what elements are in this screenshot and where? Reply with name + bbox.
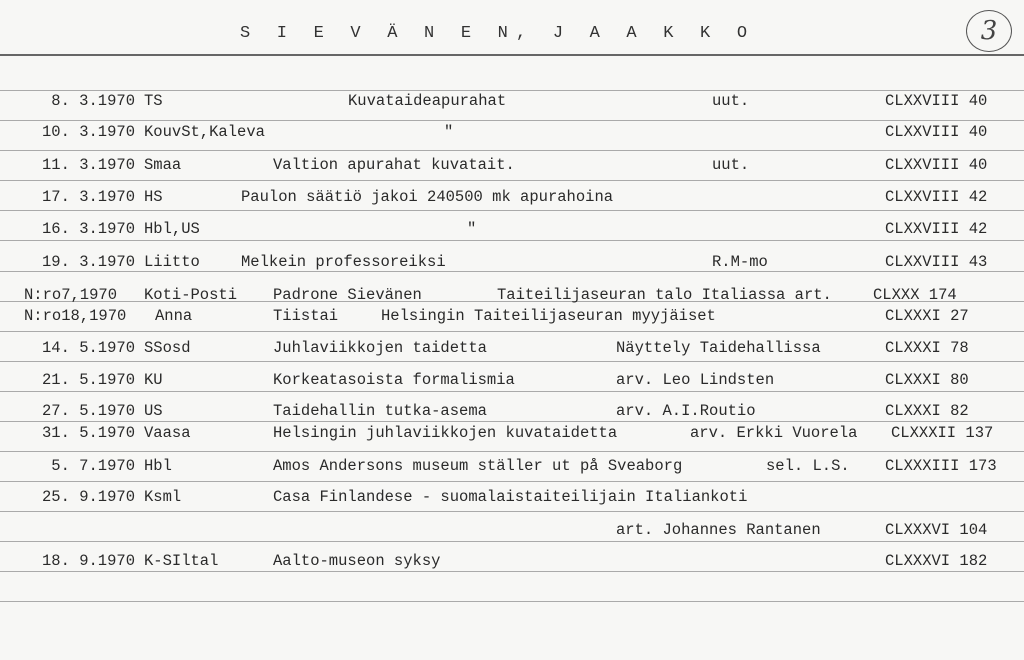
entry-note: arv. Erkki Vuorela: [690, 424, 858, 442]
ruled-line: [0, 150, 1024, 151]
entry-title: Padrone Sievänen: [273, 286, 422, 304]
entry-note: art. Johannes Rantanen: [616, 521, 821, 539]
ruled-line: [0, 210, 1024, 211]
ruled-line: [0, 391, 1024, 392]
ruled-line: [0, 541, 1024, 542]
ruled-line: [0, 361, 1024, 362]
entry-ref: CLXXXI 78: [885, 339, 969, 357]
entry-date: 31. 5.1970: [41, 424, 135, 442]
ruled-line: [0, 481, 1024, 482]
entry-source: Koti-Posti: [144, 286, 238, 304]
entry-title: Taidehallin tutka-asema: [273, 402, 487, 420]
entry-date: 18. 9.1970: [41, 552, 135, 570]
entry-title: Casa Finlandese - suomalaistaiteilijain Italiankoti: [273, 488, 748, 506]
entry-title: ": [444, 123, 454, 141]
ruled-line: [0, 331, 1024, 332]
entry-note: arv. Leo Lindsten: [616, 371, 775, 389]
card-title: S I E V Ä N E N, J A A K K O: [240, 24, 756, 43]
entry-ref: CLXXVIII 43: [885, 253, 988, 271]
entry-title: Amos Andersons museum ställer ut på Sveaborg: [273, 457, 683, 475]
entry-ref: CLXXXVI 104: [885, 521, 988, 539]
entry-ref: CLXXVIII 42: [885, 220, 988, 238]
ruled-line: [0, 240, 1024, 241]
entry-title: Valtion apurahat kuvatait.: [273, 156, 515, 174]
entry-date: 8. 3.1970: [51, 92, 135, 110]
entry-title: Juhlaviikkojen taidetta: [273, 339, 487, 357]
entry-ref: CLXXVIII 40: [885, 123, 988, 141]
entry-source: Anna: [155, 307, 193, 325]
entry-row: [0, 253, 1024, 273]
entry-source: SSosd: [144, 339, 191, 357]
entry-date: 16. 3.1970: [41, 220, 135, 238]
ruled-line: [0, 451, 1024, 452]
entry-source: Hbl,US: [144, 220, 200, 238]
entry-title: Korkeatasoista formalismia: [273, 371, 515, 389]
entry-source: US: [144, 402, 163, 420]
entry-row: [0, 123, 1024, 143]
entry-row: [0, 156, 1024, 176]
ruled-line: [0, 511, 1024, 512]
entry-ref: CLXXVIII 40: [885, 156, 988, 174]
entry-ref: CLXXXI 82: [885, 402, 969, 420]
entry-source: Vaasa: [144, 424, 191, 442]
entry-row: [0, 188, 1024, 208]
entry-source: KU: [144, 371, 163, 389]
entry-note: sel. L.S.: [766, 457, 850, 475]
entry-source: HS: [144, 188, 163, 206]
entry-row: [0, 424, 1024, 444]
entry-date: N:ro7,1970: [24, 286, 118, 304]
entry-source: Liitto: [144, 253, 200, 271]
entry-title: Kuvataideapurahat: [348, 92, 507, 110]
entry-row: [0, 307, 1024, 327]
entry-row: [0, 521, 1024, 541]
entry-date: 11. 3.1970: [41, 156, 135, 174]
entry-date: 17. 3.1970: [41, 188, 135, 206]
entry-date: N:ro18,1970: [24, 307, 127, 325]
entry-title: Aalto-museon syksy: [273, 552, 441, 570]
entry-row: [0, 220, 1024, 240]
entry-date: 10. 3.1970: [41, 123, 135, 141]
entry-source: Hbl: [144, 457, 172, 475]
entry-row: [0, 286, 1024, 306]
entry-date: 5. 7.1970: [51, 457, 135, 475]
entry-date: 14. 5.1970: [41, 339, 135, 357]
entry-ref: CLXXVIII 40: [885, 92, 988, 110]
entry-note: Taiteilijaseuran talo Italiassa art.: [497, 286, 832, 304]
entry-date: 25. 9.1970: [41, 488, 135, 506]
entry-row: [0, 339, 1024, 359]
ruled-line: [0, 180, 1024, 181]
card-number-circle: [966, 10, 1012, 52]
entry-source: K-SIltal: [144, 552, 219, 570]
entry-note: arv. A.I.Routio: [616, 402, 756, 420]
entry-date: 19. 3.1970: [41, 253, 135, 271]
entry-row: [0, 402, 1024, 422]
entry-ref: CLXXVIII 42: [885, 188, 988, 206]
entry-source: TS: [144, 92, 163, 110]
header-divider: [0, 54, 1024, 56]
entry-ref: CLXXXII 137: [891, 424, 994, 442]
entry-row: [0, 457, 1024, 477]
entry-title: ": [467, 220, 477, 238]
entry-date: 21. 5.1970: [41, 371, 135, 389]
entry-source: KouvSt,Kaleva: [144, 123, 265, 141]
entry-row: [0, 488, 1024, 508]
entry-note: uut.: [712, 156, 750, 174]
card-number: 3: [980, 16, 998, 46]
entry-row: [0, 92, 1024, 112]
entry-source: Smaa: [144, 156, 182, 174]
ruled-line: [0, 90, 1024, 91]
entry-ref: CLXXXI 27: [885, 307, 969, 325]
entry-source: Ksml: [144, 488, 182, 506]
entry-note: Näyttely Taidehallissa: [616, 339, 821, 357]
entry-ref: CLXXX 174: [873, 286, 957, 304]
entry-title: Melkein professoreiksi: [241, 253, 446, 271]
entry-note: uut.: [712, 92, 750, 110]
entry-title: Tiistai: [273, 307, 339, 325]
entry-title: Paulon säätiö jakoi 240500 mk apurahoina: [241, 188, 614, 206]
entry-ref: CLXXXVI 182: [885, 552, 988, 570]
entry-date: 27. 5.1970: [41, 402, 135, 420]
entry-ref: CLXXXIII 173: [885, 457, 997, 475]
entry-note: Helsingin Taiteilijaseuran myyjäiset: [381, 307, 716, 325]
entry-note: R.M-mo: [712, 253, 768, 271]
entry-row: [0, 371, 1024, 391]
entry-ref: CLXXXI 80: [885, 371, 969, 389]
ruled-line: [0, 601, 1024, 602]
entry-title: Helsingin juhlaviikkojen kuvataidetta: [273, 424, 618, 442]
ruled-line: [0, 120, 1024, 121]
entry-row: [0, 552, 1024, 572]
